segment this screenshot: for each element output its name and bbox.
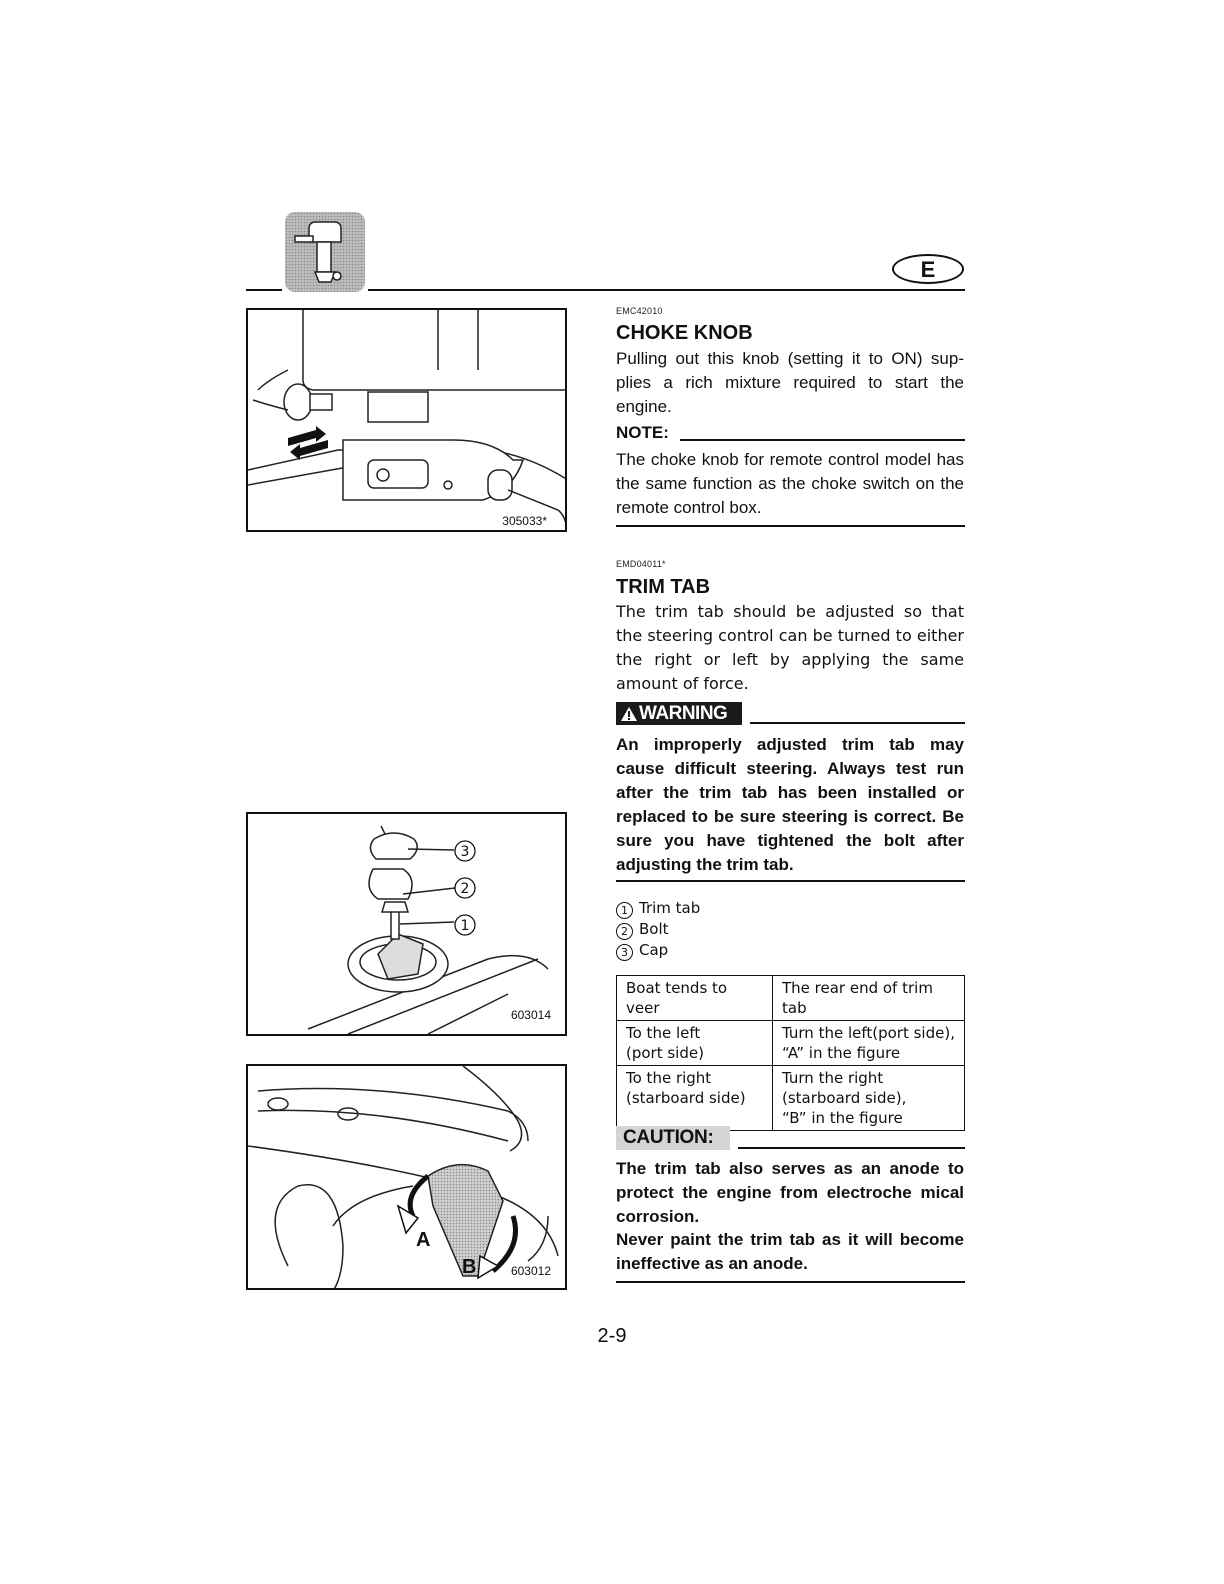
note-rule [680,439,965,441]
trim-tab-parts-illustration [248,814,567,1036]
note-label: NOTE: [616,423,669,442]
table-cell: To the right (starboard side) [617,1066,773,1131]
table-header: Boat tends to veer [617,976,773,1021]
legend-item [616,940,700,961]
table-cell: Turn the right (starboard side), “B” in the figure [773,1066,965,1131]
table-header-row [617,976,965,1021]
legend-num: 1 [616,902,633,919]
warning-text-label: WARNING [639,703,728,724]
legend-label: Bolt [639,920,669,938]
legend-num: 2 [616,923,633,940]
caution-text-1: The trim tab also serves as an anode to protect the engine from electroche mical corrosion. [616,1159,964,1226]
callout-3: 3 [460,844,470,860]
outboard-motor-icon [285,212,365,292]
trim-tab-direction-illustration [248,1066,567,1290]
caution-label: CAUTION: [616,1126,730,1150]
figure-choke-knob [246,308,567,532]
legend-num: 3 [616,944,633,961]
note-text: The choke knob for remote control model has the same function as the choke switch on the remote control box. [616,450,964,517]
legend-item [616,898,700,919]
legend-label: Cap [639,941,669,959]
choke-knob-illustration [248,310,567,532]
table-row [617,1066,965,1131]
header-rule-right [368,289,965,291]
caution-end-rule [616,1281,965,1283]
section-code: EMD04011* [616,559,666,569]
callout-1: 1 [460,918,470,934]
table-cell: Turn the left(port side), “A” in the figure [773,1021,965,1066]
label-a: A [416,1229,431,1251]
caution-rule [738,1147,965,1149]
callout-2: 2 [460,881,470,897]
caution-text-2: Never paint the trim tab as it will become ineffective as an anode. [616,1230,964,1273]
header-rule-left [246,289,282,291]
label-b: B [462,1256,477,1278]
trim-title: TRIM TAB [616,576,711,598]
choke-body: Pulling out this knob (setting it to ON) sup-plies a rich mixture required to start the engine. [616,349,964,416]
language-badge: E [892,254,964,284]
warning-text: An improperly adjusted trim tab may cause difficult steering. Always test run after the trim tab has been installed or replaced to be sure steering is correct. Be sure you have tightened the bolt after adjusting the trim tab. [616,735,964,874]
table-cell: To the left (port side) [617,1021,773,1066]
warning-end-rule [616,880,965,882]
figure-code: 305033* [502,514,547,528]
choke-title: CHOKE KNOB [616,322,753,344]
page-number: 2-9 [597,1325,627,1347]
figure-code: 603014 [510,1008,551,1022]
warning-rule [750,722,965,724]
section-code: EMC42010 [616,306,663,316]
table-row [617,1021,965,1066]
figure-trim-tab-parts [246,812,567,1036]
warning-label [616,702,742,725]
legend-label: Trim tab [639,899,701,917]
table-header: The rear end of trim tab [773,976,965,1021]
parts-legend [616,898,700,961]
note-end-rule [616,525,965,527]
warning-icon [620,706,638,722]
figure-trim-tab-direction [246,1064,567,1290]
veer-table [616,975,965,1131]
legend-item [616,919,700,940]
figure-code: 603012 [510,1264,551,1278]
trim-body: The trim tab should be adjusted so that the steering control can be turned to either the right or left by applying the same amount of force. [616,602,964,693]
